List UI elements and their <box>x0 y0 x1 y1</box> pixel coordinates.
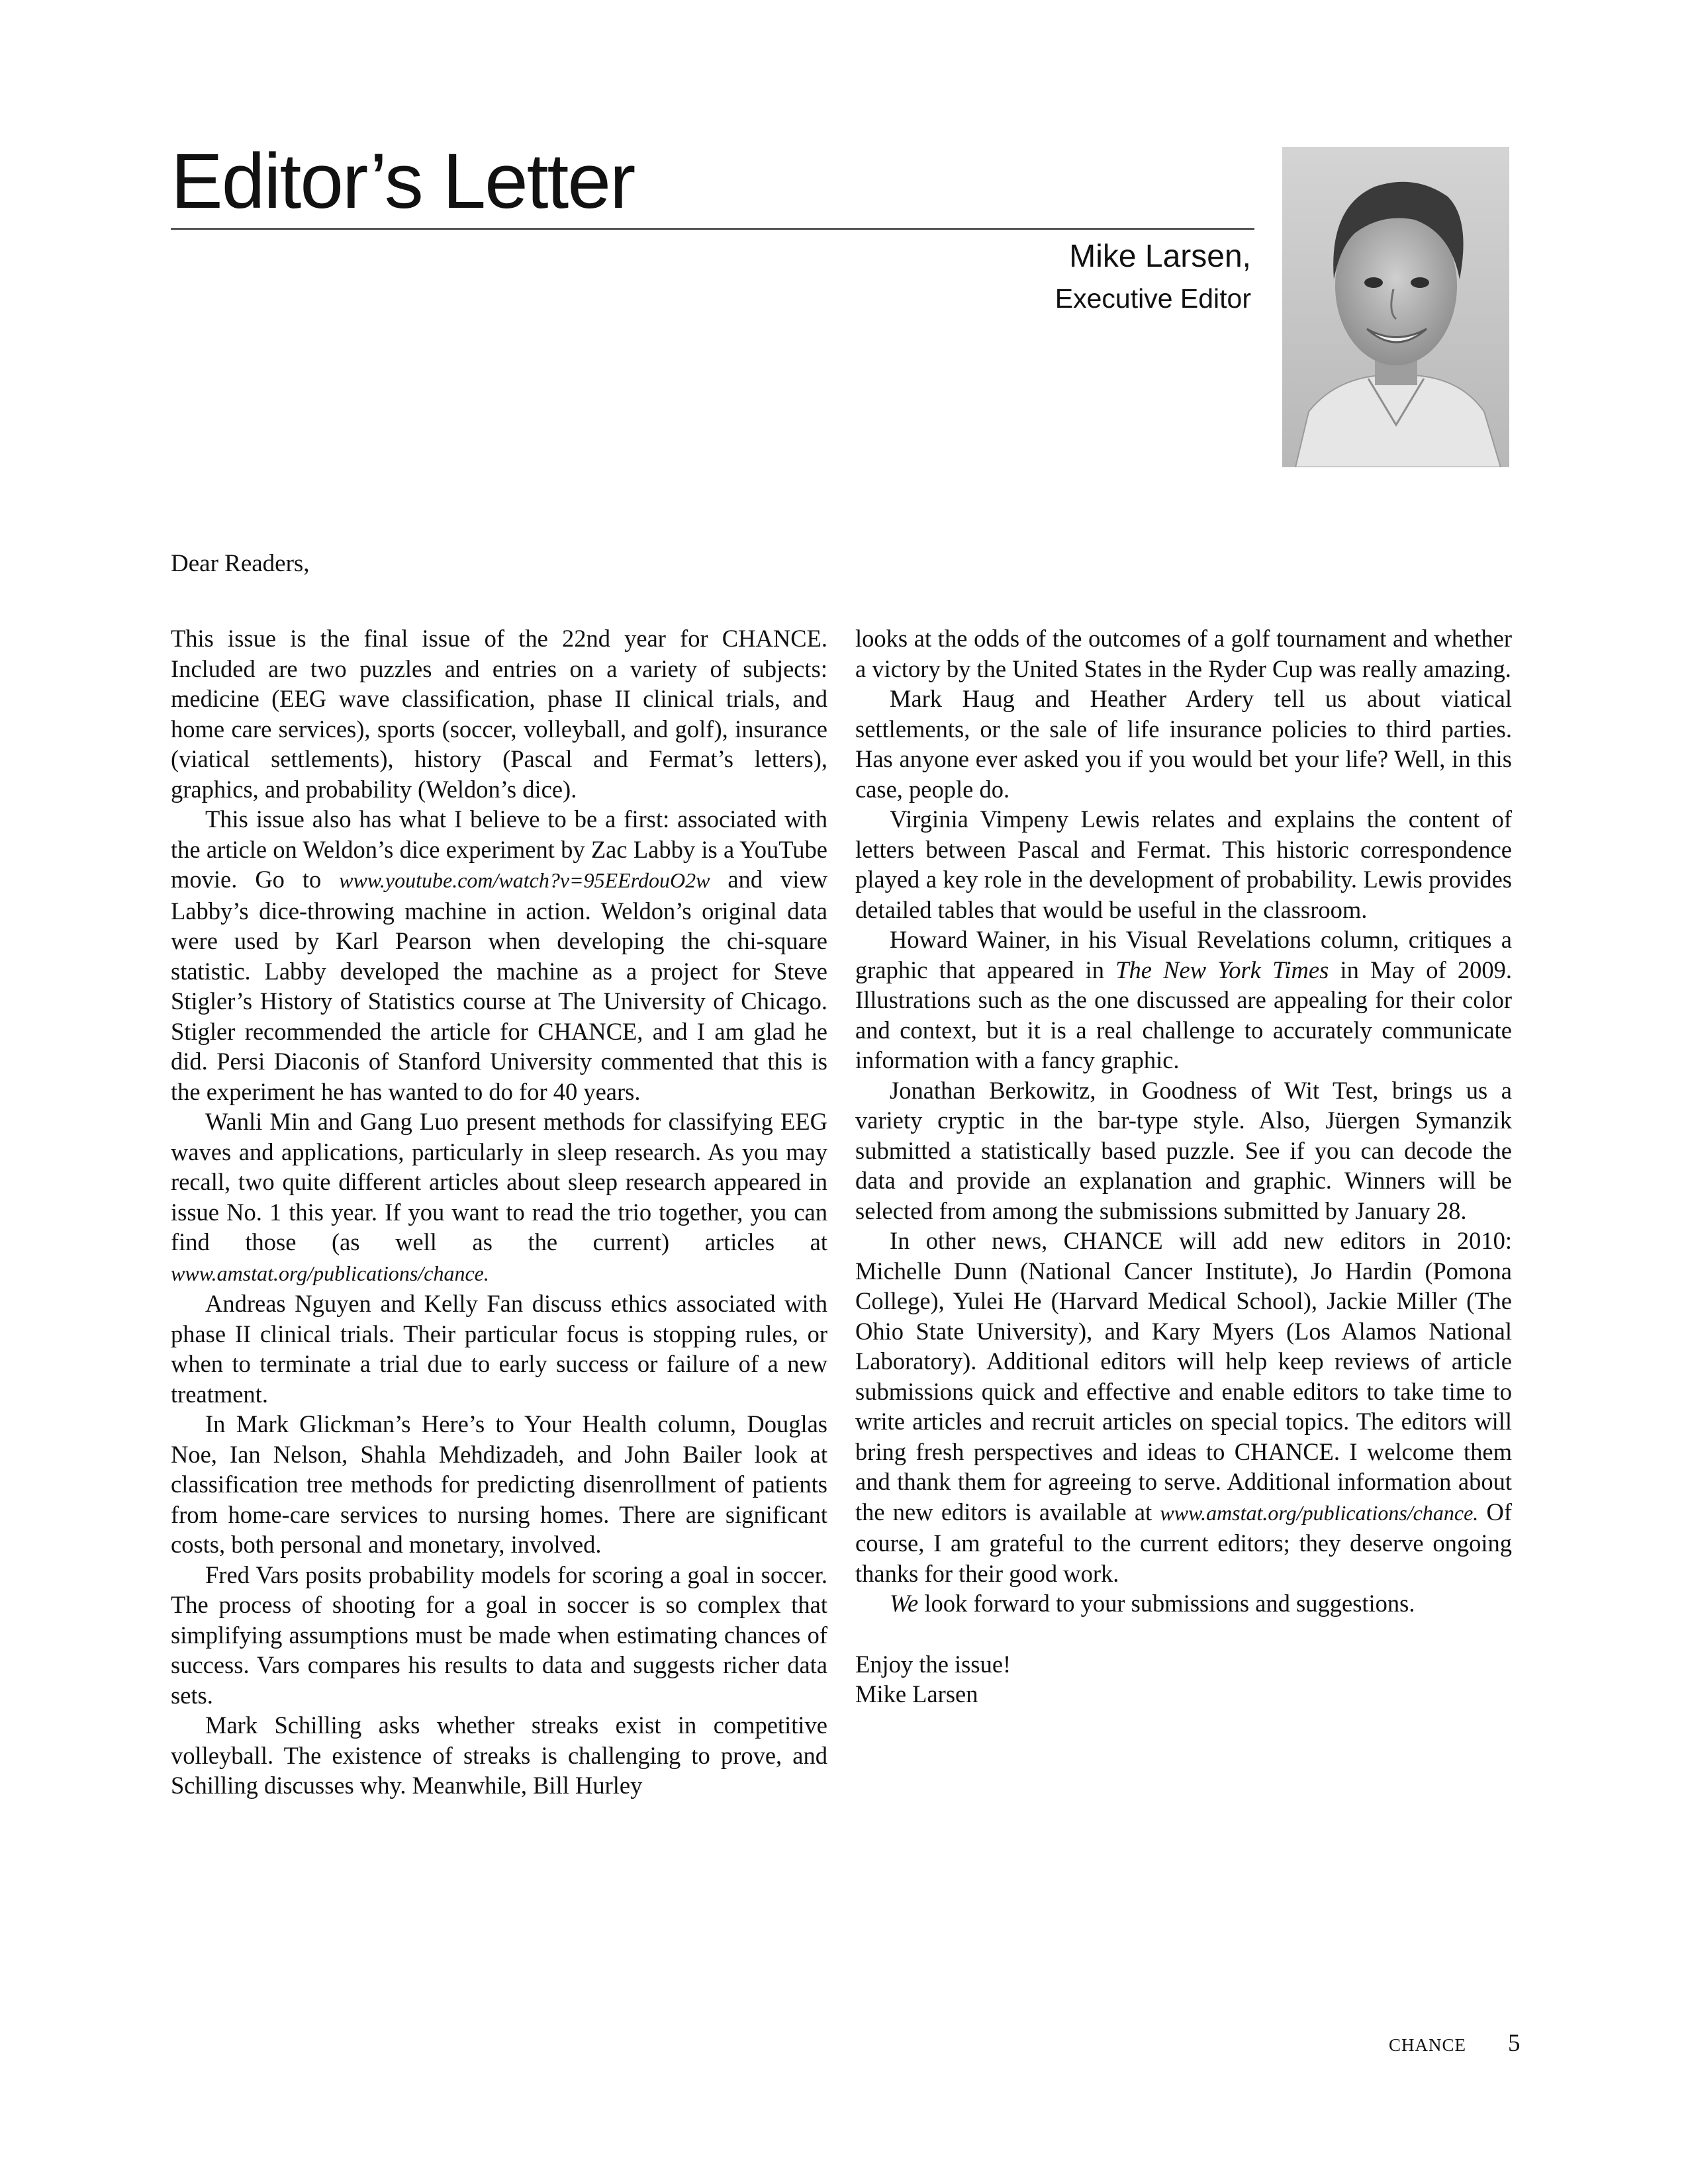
paragraph: Mark Haug and Heather Ardery tell us about viatical settlements, or the sale of life insurance policies to third parties. Has anyone ever asked you if you would bet your life? Well, in this case, people do. <box>855 685 1512 803</box>
title-divider <box>171 228 1254 230</box>
paragraph: Mark Schilling asks whether streaks exist in competitive volleyball. The existence of streaks is challenging to prove, and Schilling discusses why. Meanwhile, Bill Hurley <box>171 1711 827 1799</box>
amstat-link[interactable]: www.amstat.org/publications/chance. <box>1160 1500 1479 1525</box>
page-number: 5 <box>1508 2030 1521 2057</box>
paragraph: Fred Vars posits probability models for scoring a goal in soccer. The process of shooting for a goal in soccer is so complex that simplifying assumptions must be made when estimating chances of success. Vars compares his results to data and suggests richer data sets. <box>171 1561 827 1709</box>
author-role: Executive Editor <box>1055 283 1251 314</box>
paragraph: In other news, CHANCE will add new editors in 2010: Michelle Dunn (National Cancer Institute), Jo Hardin (Pomona College), Yulei He (Harvard Medical School), Jackie Miller (The Ohio State University), and Kary Myers (Los Alamos National Laboratory). Additional editors will help keep reviews of article submissions quick and effective and enable editors to take time to write articles and recruit articles on special topics. The editors will bring fresh perspectives and ideas to CHANCE. I welcome them and thank them for agreeing to serve. Additional information about the new editors is available at www.amstat.org/publications/chance. Of course, I am grateful to the current editors; they deserve ongoing thanks for their good work. <box>855 1227 1513 1587</box>
closing: Enjoy the issue! <box>855 1650 1011 1678</box>
left-column <box>171 623 827 1801</box>
paragraph: Virginia Vimpeny Lewis relates and explains the content of letters between Pascal and Fermat. This historic correspondence played a key role in the development of probability. Lewis provides detailed tables that would be useful in the classroom. <box>855 805 1512 923</box>
youtube-link[interactable]: www.youtube.com/watch?v=95EErdouO2w <box>339 868 710 892</box>
paragraph: Howard Wainer, in his Visual Revelations column, critiques a graphic that appeared in The New York Times in May of 2009. Illustrations such as the one discussed are appealing for their color and context, but it is a real challenge to accurately communicate information with a fancy graphic. <box>855 926 1512 1073</box>
editor-portrait <box>1282 147 1509 467</box>
paragraph: Wanli Min and Gang Luo present methods for classifying EEG waves and applications, particularly in sleep research. As you may recall, two quite different articles about sleep research appeared in issue No. 1 this year. If you want to read the trio together, you can find those (as well as the current) articles at www.amstat.org/publications/chance. <box>171 1108 827 1285</box>
paragraph: Jonathan Berkowitz, in Goodness of Wit Test, brings us a variety cryptic in the bar-type style. Also, Jüergen Symanzik submitted a statistically based puzzle. See if you can decode the data and provide an explanation and graphic. Winners will be selected from among the submissions submitted by January 28. <box>855 1076 1512 1224</box>
paragraph: Andreas Nguyen and Kelly Fan discuss ethics associated with phase II clinical trials. Their particular focus is stopping rules, or when to terminate a trial due to early success or failure of a new treatment. <box>171 1290 827 1408</box>
author-name: Mike Larsen, <box>1069 239 1251 274</box>
right-column <box>855 623 1512 1709</box>
salutation: Dear Readers, <box>171 550 310 577</box>
paragraph: This issue also has what I believe to be a first: associated with the article on Weldon’s dice experiment by Zac Labby is a YouTube movie. Go to www.youtube.com/watch?v=95EErdouO2w and view Labby’s dice-throwing machine in action. Weldon’s original data were used by Karl Pearson when developing the chi-square statistic. Labby developed the machine as a project for Steve Stigler’s History of Statistics course at The University of Chicago. Stigler recommended the article for CHANCE, and I am glad he did. Persi Diaconis of Stanford University commented that this is the experiment he has wanted to do for 40 years. <box>171 805 828 1105</box>
publication-title: The New York Times <box>1115 956 1329 983</box>
amstat-link[interactable]: www.amstat.org/publications/chance. <box>171 1261 489 1285</box>
footer-magazine: CHANCE <box>1389 2035 1467 2055</box>
paragraph: In Mark Glickman’s Here’s to Your Health column, Douglas Noe, Ian Nelson, Shahla Mehdizadeh, and John Bailer look at classification tree methods for predicting disenrollment of patients from home-care services to nursing homes. There are significant costs, both personal and monetary, involved. <box>171 1410 827 1558</box>
page-title: Editor’s Letter <box>171 138 635 225</box>
signature: Mike Larsen <box>855 1680 978 1707</box>
paragraph: This issue is the final issue of the 22nd year for CHANCE. Included are two puzzles and entries on a variety of subjects: medicine (EEG wave classification, phase II clinical trials, and home care services), sports (soccer, volleyball, and golf), insurance (viatical settlements), history (Pascal and Fermat’s letters), graphics, and probability (Weldon’s dice). <box>171 625 827 803</box>
paragraph: We look forward to your submissions and suggestions. <box>890 1590 1415 1617</box>
paragraph: looks at the odds of the outcomes of a golf tournament and whether a victory by the United States in the Ryder Cup was really amazing. <box>855 625 1512 682</box>
